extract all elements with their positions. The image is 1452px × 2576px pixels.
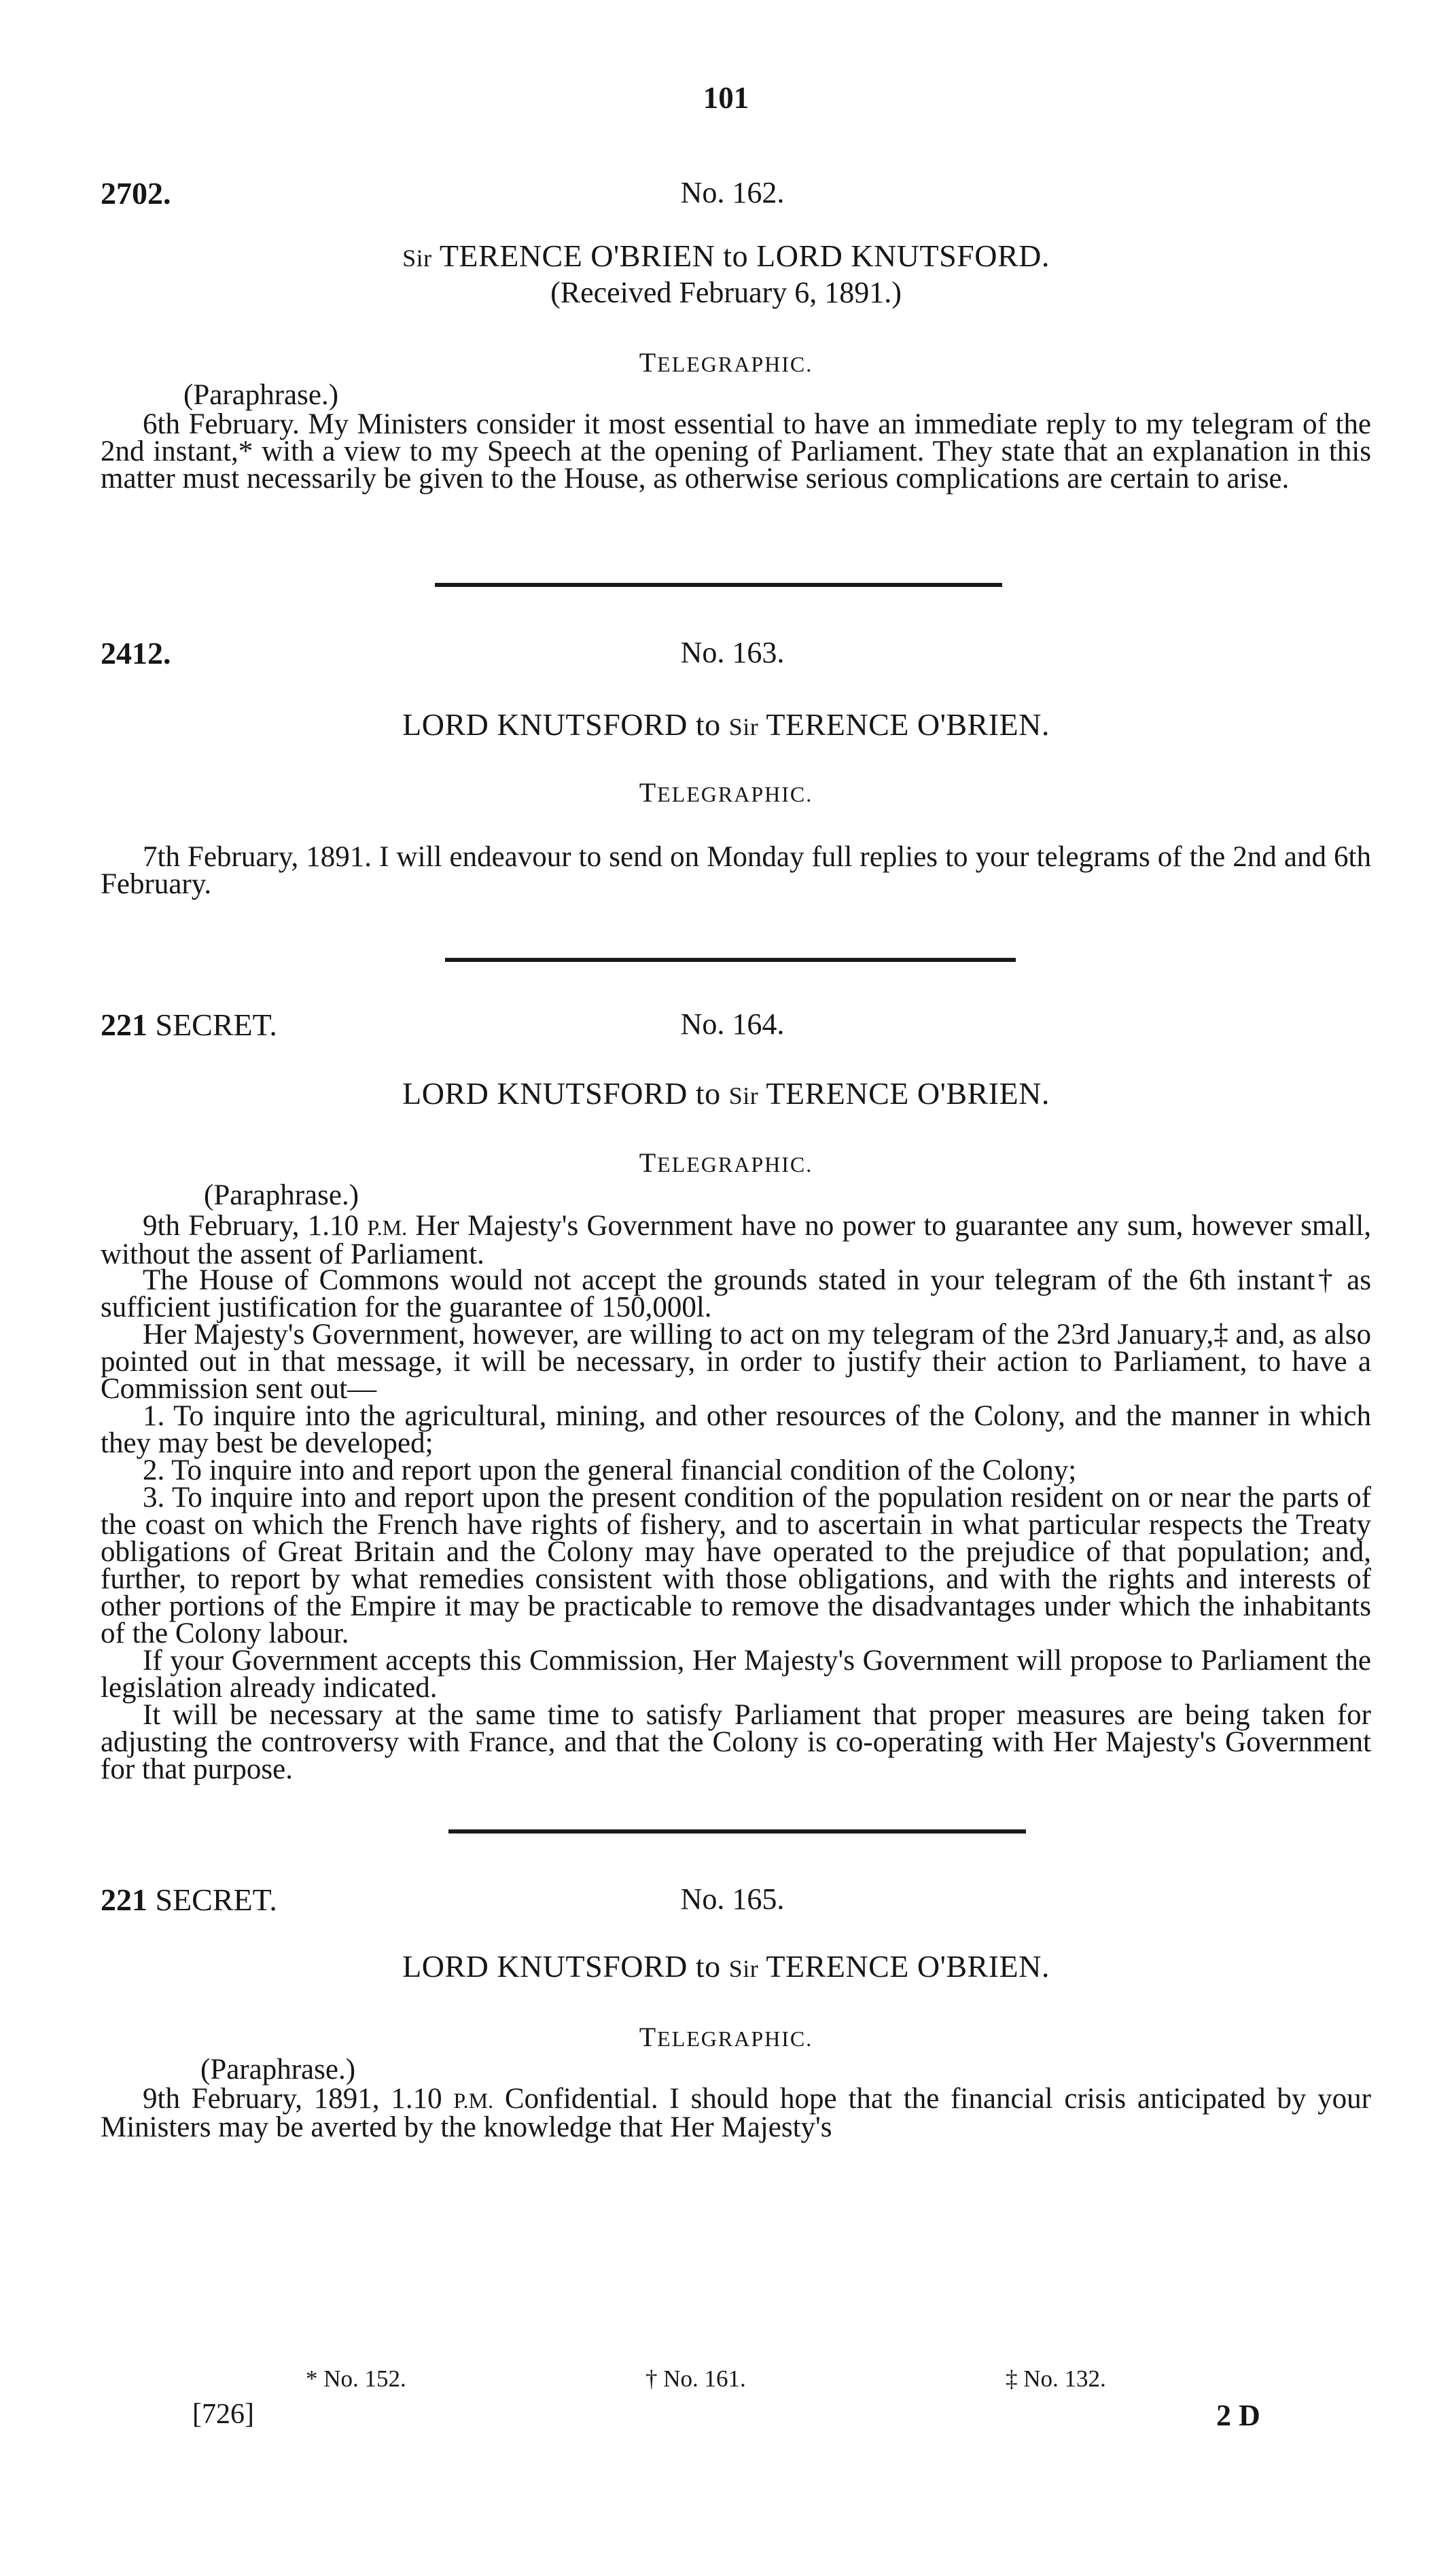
file-reference: 2412. xyxy=(101,636,171,670)
file-reference: 221 SECRET. xyxy=(101,1882,277,1917)
body-paragraph: It will be necessary at the same time to satisfy Parliament that proper measures are being taken for adjusting the controversy with France, and that the Colony is co-operating with Her Majesty's Government for that purpose. xyxy=(101,1699,1371,1785)
paraphrase-label: (Paraphrase.) xyxy=(183,379,339,411)
section-165-header xyxy=(101,1882,1364,1922)
title-text: TERENCE O'BRIEN to xyxy=(431,238,757,273)
telegraphic-label: TELEGRAPHIC. xyxy=(639,2022,813,2052)
telegraphic-label: TELEGRAPHIC. xyxy=(639,347,813,378)
paraphrase-label: (Paraphrase.) xyxy=(204,1179,359,1211)
letter-title xyxy=(0,1948,1452,1984)
title-recipient: TERENCE O'BRIEN. xyxy=(758,1949,1050,1984)
paraphrase-label: (Paraphrase.) xyxy=(200,2054,356,2086)
title-text: LORD KNUTSFORD to xyxy=(402,1076,729,1111)
body-paragraph: 9th February, 1891, 1.10 P.M. Confidential. I should hope that the financial crisis anticipated by your Ministers may be averted by the knowledge that Her Majesty's xyxy=(101,2083,1371,2143)
title-honorific: Sir xyxy=(728,1082,759,1109)
body-paragraph: 1. To inquire into the agricultural, mining, and other resources of the Colony, and the manner in which they may best be developed; xyxy=(101,1400,1371,1459)
received-date: (Received February 6, 1891.) xyxy=(550,276,902,309)
footnotes xyxy=(0,2365,1452,2399)
secret-marking: SECRET. xyxy=(147,1007,277,1042)
section-163-header xyxy=(101,635,1364,676)
footnote: * No. 152. xyxy=(306,2365,406,2392)
body-paragraph: 6th February. My Ministers consider it most essential to have an immediate reply to my telegram of the 2nd instant,* with a view to my Speech at the opening of Parliament. They state that an explanation in this matter must necessarily be given to the House, as otherwise serious complications are certain to arise. xyxy=(101,408,1371,495)
title-honorific: Sir xyxy=(728,713,759,740)
document-number: No. 165. xyxy=(680,1882,785,1916)
file-reference: 221 SECRET. xyxy=(101,1007,277,1042)
section-164-header xyxy=(101,1007,1364,1048)
page-number: 101 xyxy=(703,81,749,115)
body-paragraph: Her Majesty's Government, however, are willing to act on my telegram of the 23rd January,‡ and, as also pointed out in that message, it will be necessary, in order to justify their action to Parliament, to have a Commission sent out— xyxy=(101,1319,1371,1405)
body-paragraph: 9th February, 1.10 P.M. Her Majesty's Government have no power to guarantee any sum, however small, without the assent of Parliament. xyxy=(101,1210,1371,1270)
body-paragraph: The House of Commons would not accept the grounds stated in your telegram of the 6th instant† as sufficient justification for the guarantee of 150,000l. xyxy=(101,1264,1371,1323)
title-recipient: LORD KNUTSFORD. xyxy=(756,238,1050,273)
title-recipient: TERENCE O'BRIEN. xyxy=(758,1076,1050,1111)
section-162-header xyxy=(101,175,1364,216)
title-recipient: TERENCE O'BRIEN. xyxy=(758,707,1050,742)
title-text: LORD KNUTSFORD to xyxy=(402,707,729,742)
secret-marking: SECRET. xyxy=(147,1882,277,1917)
title-honorific: Sir xyxy=(728,1955,759,1982)
section-divider xyxy=(445,958,1016,962)
telegraphic-label: TELEGRAPHIC. xyxy=(639,777,813,808)
telegraphic-label: TELEGRAPHIC. xyxy=(639,1147,813,1178)
footnote: † No. 161. xyxy=(645,2365,746,2392)
title-text: LORD KNUTSFORD to xyxy=(402,1949,729,1984)
section-divider xyxy=(448,1829,1026,1833)
document-number: No. 162. xyxy=(680,176,785,209)
letter-title xyxy=(0,706,1452,743)
body-paragraph: 3. To inquire into and report upon the present condition of the population resident on or near the parts of the coast on which the French have rights of fishery, and to ascertain in what particular respects the Treaty obligations of Great Britain and the Colony may have operated to the prejudice of that population; and, further, to report by what remedies consistent with those obligations, and with the rights and interests of other portions of the Empire it may be practicable to remove the disadvantages under which the inhabitants of the Colony labour. xyxy=(101,1482,1371,1649)
file-reference: 2702. xyxy=(101,176,171,211)
body-paragraph: 7th February, 1891. I will endeavour to send on Monday full replies to your telegrams of the 2nd and 6th February. xyxy=(101,841,1371,900)
letter-title xyxy=(0,238,1452,274)
footnote: ‡ No. 132. xyxy=(1006,2365,1106,2392)
title-honorific: Sir xyxy=(402,245,432,272)
body-paragraph: If your Government accepts this Commission, Her Majesty's Government will propose to Parliament the legislation already indicated. xyxy=(101,1645,1371,1704)
body-paragraph: 2. To inquire into and report upon the general financial condition of the Colony; xyxy=(143,1454,1077,1486)
document-number: No. 164. xyxy=(680,1007,785,1041)
section-divider xyxy=(435,583,1002,587)
letter-title xyxy=(0,1075,1452,1111)
document-number: No. 163. xyxy=(680,636,785,669)
signature-mark: 2 D xyxy=(1216,2399,1260,2432)
print-code: [726] xyxy=(192,2399,254,2430)
